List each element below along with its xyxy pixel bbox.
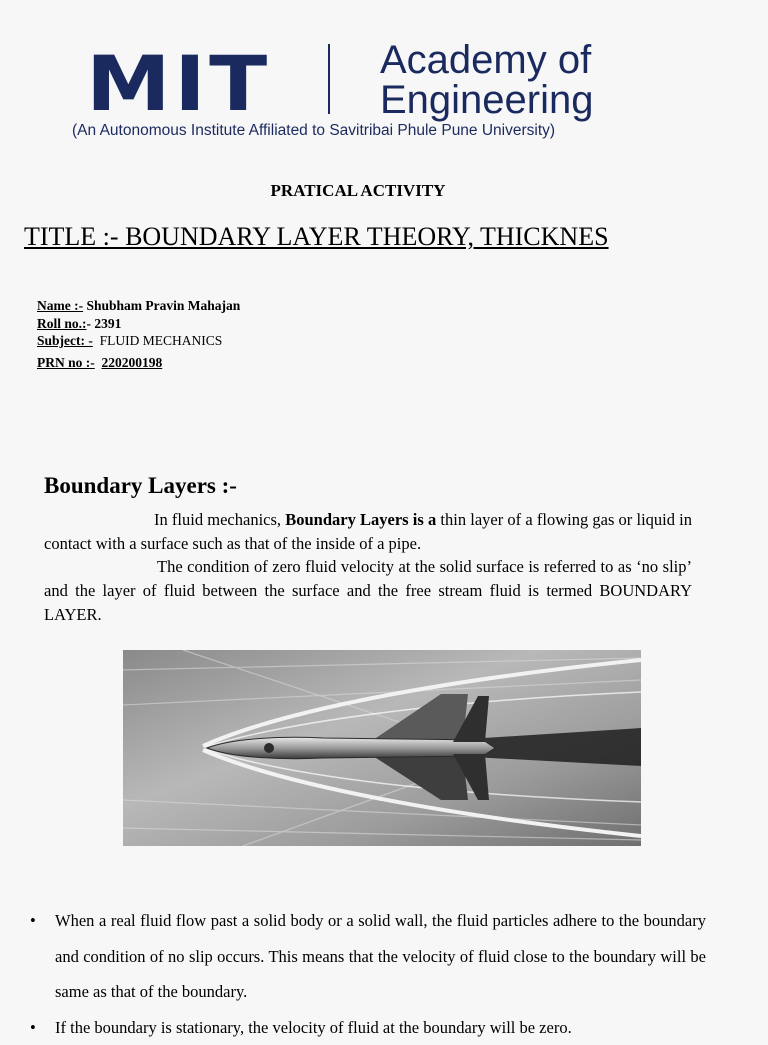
bullet-dot: • (30, 903, 36, 939)
bullet-item (30, 1010, 706, 1045)
paragraph-intro-bold: Boundary Layers is a (285, 510, 436, 529)
bullet-dot: • (30, 1010, 36, 1045)
schlieren-aircraft-image (123, 650, 641, 846)
bullet-text: When a real fluid flow past a solid body or a solid wall, the fluid particles adhere to the boundary and condition of no slip occurs. This means that the velocity of fluid close to the boundary will be same as that of the boundary. (55, 911, 706, 1001)
subject-value: FLUID MECHANICS (93, 333, 222, 348)
logo-mit-wordmark: MIT (86, 46, 271, 122)
info-name-row (37, 298, 240, 314)
logo-academy-line1: Academy of (380, 40, 594, 80)
prn-label: PRN no :- (37, 355, 95, 370)
bullet-item (30, 903, 706, 1010)
prn-value: 220200198 (102, 355, 163, 370)
info-prn-row (37, 355, 162, 371)
roll-label: Roll no.: (37, 316, 87, 331)
name-value: Shubham Pravin Mahajan (83, 298, 240, 313)
info-roll-row (37, 316, 121, 332)
logo-divider (328, 44, 330, 114)
bullet-text: If the boundary is stationary, the velocity of fluid at the boundary will be zero. (55, 1018, 572, 1037)
paragraph-intro-post: thin layer of a flowing gas or liquid in contact with a surface such as that of the inside of a pipe. (44, 510, 692, 553)
subject-label: Subject: - (37, 333, 93, 348)
logo-academy-name (380, 40, 594, 120)
logo-tagline: (An Autonomous Institute Affiliated to Savitribai Phule Pune University) (72, 122, 555, 140)
paragraph-intro-pre: In fluid mechanics, (154, 510, 285, 529)
info-subject-row (37, 333, 222, 349)
institute-logo (70, 40, 710, 148)
activity-heading: PRATICAL ACTIVITY (0, 181, 716, 201)
paragraph-intro (44, 508, 692, 556)
roll-value: - 2391 (87, 316, 122, 331)
paragraph-no-slip: The condition of zero fluid velocity at the solid surface is referred to as ‘no slip’ and the layer of fluid between the surface and the free stream fluid is termed BOUNDARY LAYER. (44, 555, 692, 627)
logo-academy-line2: Engineering (380, 80, 594, 120)
section-heading: Boundary Layers :- (44, 473, 237, 499)
document-title: TITLE :- BOUNDARY LAYER THEORY, THICKNES (24, 222, 609, 252)
name-label: Name :- (37, 298, 83, 313)
